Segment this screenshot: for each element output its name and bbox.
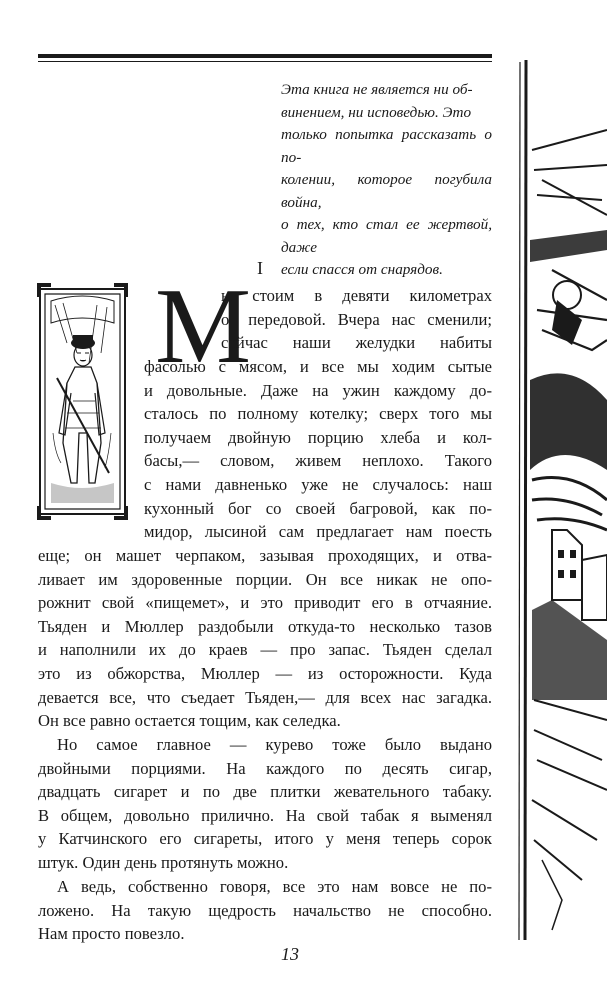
- text-line: Но самое главное — курево тоже было выдано: [57, 735, 492, 754]
- text-line: двадцать сигарет и по две плитки жевательного табаку.: [38, 782, 492, 802]
- epigraph-line: Эта книга не является ни об-: [281, 81, 473, 98]
- header-rule-thin: [38, 61, 492, 62]
- text-line: получаем двойную порцию хлеба и кол-: [144, 427, 492, 447]
- epigraph-line: колении, которое погубила война,: [281, 171, 492, 211]
- text-line: рожнит свой «пищемет», и это приводит его в отчаяние.: [38, 593, 492, 613]
- text-line: сталось по полному котелку; сверх того мы: [144, 404, 492, 424]
- text-line: ложено. На такую щедрость начальство не способно.: [38, 900, 492, 920]
- paragraph-1-cap-lines: [221, 284, 492, 355]
- page-number: 13: [281, 944, 299, 964]
- epigraph-line: винением, ни исповедью. Это: [281, 103, 472, 121]
- text-line: фасолью с мясом, и все мы ходим сытые: [144, 357, 492, 376]
- text-line: девается все, что съедает Тьяден,— для всех нас загадка.: [38, 687, 492, 707]
- text-line: кухонный бог со своей багровой, как по-: [144, 498, 492, 518]
- text-line: ы стоим в девяти километрах: [221, 286, 492, 305]
- paragraph-3: [38, 875, 492, 946]
- text-line: с нами давненько уже не случалось: наш: [144, 474, 492, 494]
- text-line: Он все равно остается тощим, как селедка.: [38, 711, 341, 731]
- text-line: у Катчинского его сигареты, итого у меня теперь сорок: [38, 829, 492, 849]
- paragraph-1-frame-lines: [144, 355, 492, 544]
- soldier-portrait-icon: [37, 283, 128, 520]
- text-line: сейчас наши желудки набиты: [221, 333, 492, 353]
- text-line: и наполнили их до краев — про запас. Тьяден сделал: [38, 640, 492, 660]
- text-line: А ведь, собственно говоря, все это нам вовсе не по-: [57, 877, 492, 896]
- paragraph-2: [38, 733, 492, 875]
- war-scene-sketch-icon: [512, 0, 607, 1000]
- text-line: Тьяден и Мюллер раздобыли откуда-то несколько тазов: [38, 616, 492, 636]
- epigraph: [281, 79, 492, 282]
- epigraph-line: о тех, кто стал ее жертвой, даже: [281, 216, 492, 256]
- text-line: басы,— словом, живем неплохо. Такого: [144, 451, 492, 471]
- text-line: двойными порциями. На каждого по десять сигар,: [38, 758, 492, 778]
- text-line: это из обжорства, Мюллер — из осторожности. Куда: [38, 663, 492, 683]
- drop-cap: М: [155, 267, 252, 386]
- text-line: В общем, довольно прилично. На свой табак я выменял: [38, 805, 492, 825]
- text-line: еще; он машет черпаком, зазывая проходящих, и отва-: [38, 546, 492, 565]
- text-line: и довольные. Даже на ужин каждому до-: [144, 380, 492, 400]
- text-line: от передовой. Вчера нас сменили;: [221, 309, 492, 329]
- text-line: штук. Один день протянуть можно.: [38, 852, 289, 872]
- text-line: мидор, лысиной сам предлагает нам поесть: [144, 522, 492, 542]
- epigraph-line: только попытка рассказать о по-: [281, 126, 492, 166]
- text-line: ливает им здоровенные порции. Он все никак не опо-: [38, 569, 492, 589]
- paragraph-1-full-lines: [38, 544, 492, 733]
- text-line: Нам просто повезло.: [38, 924, 185, 944]
- epigraph-line: если спасся от снарядов.: [281, 261, 443, 278]
- chapter-number: I: [257, 258, 263, 278]
- header-rule-thick: [38, 54, 492, 58]
